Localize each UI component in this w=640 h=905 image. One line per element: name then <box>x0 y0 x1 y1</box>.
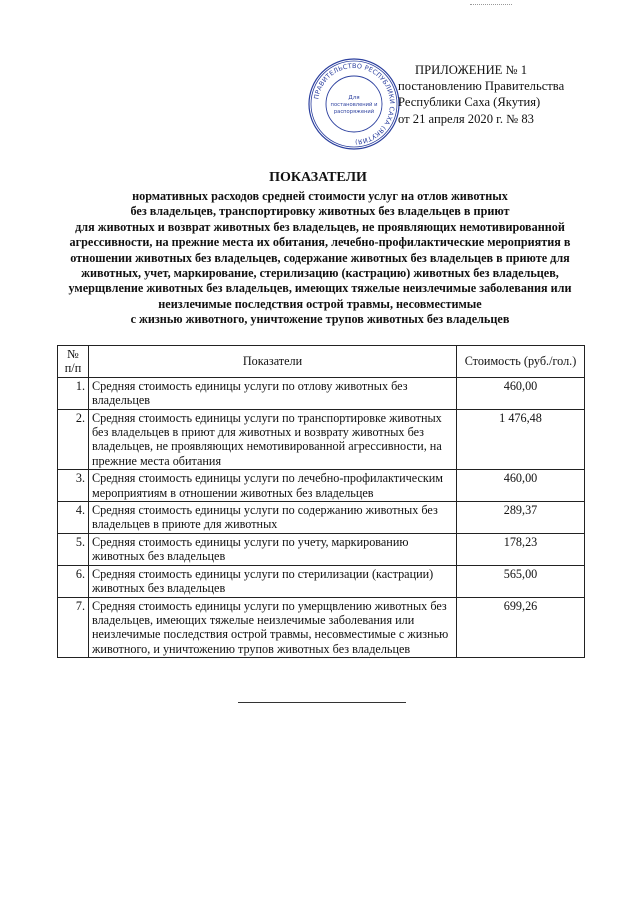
appendix-number: ПРИЛОЖЕНИЕ № 1 <box>415 63 527 77</box>
indicator-line: Средняя стоимость единицы услуги по транспортировке животных <box>92 410 442 425</box>
indicator-line: мероприятиям в отношении животных без владельцев <box>92 485 374 500</box>
indicator-line: Средняя стоимость единицы услуги по стерилизации (кастрации) <box>92 566 434 581</box>
title-line: с жизнью животного, уничтожение трупов животных без владельцев <box>130 312 510 327</box>
indicator-line: владельцев <box>92 393 151 408</box>
indicator-line: животных без владельцев <box>92 581 226 596</box>
table-header-row <box>58 346 585 378</box>
row-number: 4. <box>58 502 89 534</box>
indicator-line: Средняя стоимость единицы услуги по содержанию животных без <box>92 503 438 518</box>
indicator-line: животных без владельцев <box>92 549 226 564</box>
table-row <box>58 565 585 597</box>
title-line: неизлечимые последствия острой травмы, несовместимые <box>158 296 482 311</box>
table-row <box>58 502 585 534</box>
row-number: 5. <box>58 533 89 565</box>
seal-center-line2: постановлений и <box>330 102 378 108</box>
document-title <box>0 170 640 328</box>
table-row <box>58 377 585 409</box>
row-number: 1. <box>58 377 89 409</box>
seal-center-line1: Для <box>348 95 360 101</box>
table-row <box>58 409 585 470</box>
indicator-line: владельцев в приюте для животных <box>92 517 278 532</box>
title-line: для животных и возврат животных без владельцев, не проявляющих немотивированной <box>75 219 565 234</box>
title-line: без владельцев, транспортировку животных без владельцев в приют <box>130 204 510 219</box>
row-indicator <box>89 597 457 658</box>
row-indicator <box>89 470 457 502</box>
seal-ring-text: ПРАВИТЕЛЬСТВО РЕСПУБЛИКИ САХА (ЯКУТИЯ) <box>312 61 397 147</box>
row-indicator <box>89 565 457 597</box>
indicator-line: Средняя стоимость единицы услуги по учету, маркированию <box>92 534 409 549</box>
table-row <box>58 533 585 565</box>
header-cost: Стоимость (руб./гол.) <box>457 346 585 378</box>
row-cost: 178,23 <box>457 533 585 565</box>
indicator-line: неизлечимые последствия острой травмы, несовместимые с жизнью <box>92 627 449 642</box>
table-row <box>58 470 585 502</box>
scan-artifact-dash <box>470 4 512 5</box>
row-number: 3. <box>58 470 89 502</box>
row-indicator <box>89 533 457 565</box>
header-number <box>58 346 89 378</box>
row-number: 7. <box>58 597 89 658</box>
row-cost: 460,00 <box>457 470 585 502</box>
row-cost: 565,00 <box>457 565 585 597</box>
indicator-line: владельцев, имеющих тяжелые неизлечимые заболевания или <box>92 612 415 627</box>
appendix-header <box>398 62 564 127</box>
indicator-line: Средняя стоимость единицы услуги по лечебно-профилактическим <box>92 471 444 486</box>
appendix-republic: Республики Саха (Якутия) <box>398 95 541 110</box>
indicator-line: Средняя стоимость единицы услуги по умерщвлению животных без <box>92 598 447 613</box>
closing-divider-line <box>238 702 406 703</box>
header-number-line1: № <box>67 347 79 361</box>
title-subtitle <box>0 189 640 328</box>
row-cost: 1 476,48 <box>457 409 585 470</box>
title-line: нормативных расходов средней стоимости услуг на отлов животных <box>132 189 508 203</box>
row-indicator <box>89 502 457 534</box>
title-line: отношении животных без владельцев, содержание животных без владельцев в приюте для <box>70 250 570 265</box>
indicator-line: владельцев, не проявляющих немотивированной агрессивности, на <box>92 439 442 454</box>
title-line: животных, учет, маркирование, стерилизацию (кастрацию) животных без владельцев, <box>81 266 559 281</box>
row-number: 6. <box>58 565 89 597</box>
row-number: 2. <box>58 409 89 470</box>
table-row <box>58 597 585 658</box>
indicator-line: без владельцев в приют для животных и возврату животных без <box>92 425 424 440</box>
row-cost: 289,37 <box>457 502 585 534</box>
title-main: ПОКАЗАТЕЛИ <box>269 170 367 185</box>
seal-graphic <box>307 57 401 151</box>
indicator-line: животного, и уничтожению трупов животных без владельцев <box>92 641 411 656</box>
indicator-line: прежние места обитания <box>92 453 222 468</box>
seal-center-line3: распоряжений <box>333 109 375 115</box>
header-indicators: Показатели <box>89 346 457 378</box>
row-cost: 699,26 <box>457 597 585 658</box>
header-number-line2: п/п <box>64 361 82 376</box>
row-indicator <box>89 409 457 470</box>
row-indicator <box>89 377 457 409</box>
title-line: умерщвление животных без владельцев, имеющих тяжелые неизлечимые заболевания или <box>68 281 572 296</box>
row-cost: 460,00 <box>457 377 585 409</box>
appendix-date: от 21 апреля 2020 г. № 83 <box>398 111 534 126</box>
cost-indicators-table <box>57 345 585 658</box>
indicator-line: Средняя стоимость единицы услуги по отлову животных без <box>92 378 408 393</box>
official-seal-stamp <box>307 57 401 151</box>
appendix-resolution: постановлению Правительства <box>398 79 565 94</box>
title-line: агрессивности, на прежние места их обитания, лечебно-профилактические мероприятия в <box>69 235 571 250</box>
